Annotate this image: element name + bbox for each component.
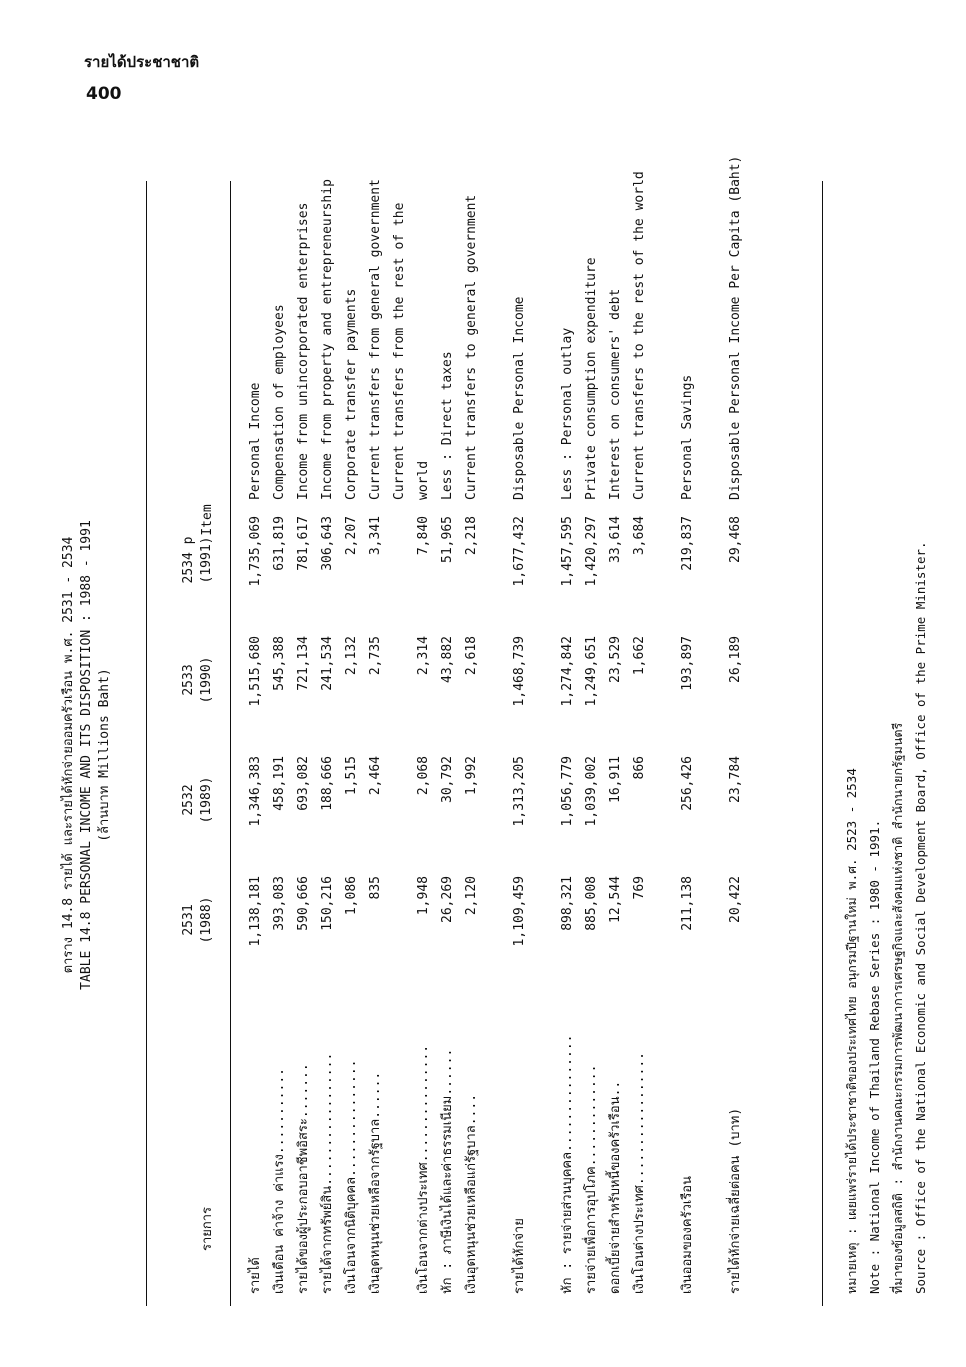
column-header-thai-item: รายการ <box>200 1206 215 1252</box>
table-row <box>436 170 460 1330</box>
table-titles <box>60 430 114 1080</box>
row-label-english: Corporate transfer payments <box>344 288 359 500</box>
row-value-2534: 51,965 <box>440 516 455 563</box>
row-value-2533: 26,189 <box>728 636 743 683</box>
row-value-2532: 30,792 <box>440 756 455 803</box>
row-value-2534: 781,617 <box>296 516 311 571</box>
row-value-2533: 241,534 <box>320 636 335 691</box>
row-value-2533: 1,468,739 <box>512 636 527 707</box>
row-value-2531: 2,120 <box>464 876 479 916</box>
row-label-thai: หัก : รายจ่ายส่วนบุคคล............... <box>560 1034 575 1294</box>
table-row <box>292 170 316 1330</box>
table-row <box>412 170 436 1330</box>
row-label-thai: หัก : ภาษีเงินได้และค่าธรรมเนียม...... <box>440 1048 455 1294</box>
row-label-thai: รายจ่ายเพื่อการอุปโภค............. <box>584 1064 599 1294</box>
column-year-thai: 2532 <box>181 784 196 816</box>
row-value-2532: 2,068 <box>416 756 431 796</box>
row-value-2532: 866 <box>632 756 647 780</box>
row-value-2533: 193,897 <box>680 636 695 691</box>
row-value-2533: 721,134 <box>296 636 311 691</box>
row-value-2532: 1,313,205 <box>512 756 527 827</box>
table-bottom-rule <box>822 181 823 1306</box>
row-value-2533: 2,735 <box>368 636 383 676</box>
row-value-2531: 1,138,181 <box>248 876 263 947</box>
row-value-2531: 20,422 <box>728 876 743 923</box>
row-value-2534: 1,457,595 <box>560 516 575 587</box>
table-notes <box>840 541 932 1294</box>
row-value-2531: 150,216 <box>320 876 335 931</box>
row-value-2534: 7,840 <box>416 516 431 556</box>
row-label-thai: รายได้จากทรัพย์สิน................. <box>320 1052 335 1294</box>
source-thai: ที่มาของข้อมูลสถิติ : สำนักงานคณะกรรมการพัฒนาการเศรษฐกิจและสังคมแห่งชาติ สำนักนายกรัฐมนตรี <box>890 722 905 1294</box>
row-label-english: Private consumption expenditure <box>584 257 599 500</box>
table-row <box>724 155 748 1330</box>
column-year-thai: 2531 <box>181 904 196 936</box>
row-value-2533: 1,662 <box>632 636 647 676</box>
row-label-english: Current transfers to the rest of the world <box>632 171 647 500</box>
table-title-english: TABLE 14.8 PERSONAL INCOME AND ITS DISPOSITION : 1988 - 1991 <box>79 520 94 990</box>
column-year-english: (1990) <box>199 656 214 704</box>
row-label-thai: รายได้หักจ่ายเฉลี่ยต่อคน (บาท) <box>728 1107 743 1294</box>
row-label-thai: ดอกเบี้ยจ่ายสำหรับหนี้ของครัวเรือน.. <box>608 1080 623 1294</box>
row-label-english: Current transfers from general government <box>368 179 383 500</box>
row-label-english: Current transfers from the rest of the <box>392 202 407 500</box>
table-row <box>388 170 412 1330</box>
row-value-2532: 188,666 <box>320 756 335 811</box>
row-value-2533: 1,515,680 <box>248 636 263 707</box>
row-value-2532: 693,082 <box>296 756 311 811</box>
row-value-2531: 211,138 <box>680 876 695 931</box>
column-header-2532 <box>180 756 216 844</box>
row-value-2531: 393,083 <box>272 876 287 931</box>
table-row <box>316 170 340 1330</box>
row-value-2534: 3,341 <box>368 516 383 556</box>
row-value-2532: 256,426 <box>680 756 695 811</box>
table-row <box>244 170 268 1330</box>
row-value-2532: 1,056,779 <box>560 756 575 827</box>
table-row <box>700 170 724 1330</box>
column-header-2533 <box>180 636 216 724</box>
table-header-rule <box>230 181 231 1306</box>
row-value-2531: 1,086 <box>344 876 359 916</box>
table-row <box>508 170 532 1330</box>
row-value-2531: 590,666 <box>296 876 311 931</box>
row-value-2531: 898,321 <box>560 876 575 931</box>
column-year-english: (1988) <box>199 896 214 944</box>
row-value-2534: 29,468 <box>728 516 743 563</box>
column-year-english: (1991) <box>199 536 214 584</box>
column-year-thai: 2533 <box>181 664 196 696</box>
row-value-2531: 769 <box>632 876 647 900</box>
row-label-english: Less : Direct taxes <box>440 351 455 500</box>
table-row <box>340 170 364 1330</box>
row-value-2531: 1,948 <box>416 876 431 916</box>
row-value-2534: 33,614 <box>608 516 623 563</box>
row-value-2534: 1,420,297 <box>584 516 599 587</box>
row-value-2532: 458,191 <box>272 756 287 811</box>
row-value-2534: 3,684 <box>632 516 647 556</box>
row-value-2532: 1,515 <box>344 756 359 796</box>
row-label-english: Personal Savings <box>680 374 695 500</box>
row-label-english: Compensation of employees <box>272 304 287 500</box>
row-value-2531: 835 <box>368 876 383 900</box>
rotated-statistics-table <box>60 155 928 1330</box>
table-row <box>580 170 604 1330</box>
row-label-thai: รายได้หักจ่าย <box>512 1218 527 1294</box>
row-label-thai: เงินโอนต่างประเทศ................. <box>632 1052 647 1294</box>
row-label-english: Interest on consumers' debt <box>608 288 623 500</box>
row-value-2531: 1,109,459 <box>512 876 527 947</box>
row-label-english: Personal Income <box>248 382 263 500</box>
column-year-thai: 2534 p <box>181 536 196 584</box>
row-value-2532: 1,346,383 <box>248 756 263 827</box>
table-row <box>604 170 628 1330</box>
row-value-2533: 23,529 <box>608 636 623 683</box>
row-label-english: Disposable Personal Income Per Capita (Baht) <box>728 155 743 500</box>
row-label-thai: เงินอุดหนุนช่วยเหลือจากรัฐบาล...... <box>368 1071 383 1294</box>
row-value-2534: 2,218 <box>464 516 479 556</box>
row-value-2532: 1,039,002 <box>584 756 599 827</box>
row-value-2533: 1,274,842 <box>560 636 575 707</box>
row-value-2533: 545,388 <box>272 636 287 691</box>
row-label-english: Disposable Personal Income <box>512 296 527 500</box>
table-row <box>556 170 580 1330</box>
row-label-thai: เงินอุดหนุนช่วยเหลือแก่รัฐบาล.... <box>464 1093 479 1294</box>
row-value-2531: 26,269 <box>440 876 455 923</box>
row-label-english: Income from property and entrepreneurship <box>320 179 335 500</box>
row-value-2534: 631,819 <box>272 516 287 571</box>
row-value-2534: 1,735,069 <box>248 516 263 587</box>
table-row <box>460 170 484 1330</box>
row-value-2534: 306,643 <box>320 516 335 571</box>
table-row <box>532 170 556 1330</box>
row-value-2533: 1,249,651 <box>584 636 599 707</box>
table-row <box>676 170 700 1330</box>
table-row <box>652 170 676 1330</box>
row-label-english: world <box>416 460 431 500</box>
row-value-2534: 2,207 <box>344 516 359 556</box>
source-english: Source : Office of the National Economic and Social Development Board, Office of the Prime Minister. <box>913 541 928 1294</box>
row-value-2532: 16,911 <box>608 756 623 803</box>
table-top-rule <box>146 181 147 1306</box>
note-english: Note : National Income of Thailand Rebase Series : 1980 - 1991. <box>867 819 882 1294</box>
table-row <box>364 170 388 1330</box>
row-value-2532: 1,992 <box>464 756 479 796</box>
row-label-thai: เงินโอนจากต่างประเทศ............... <box>416 1044 431 1294</box>
row-label-thai: เงินโอนจากนิติบุคคล............... <box>344 1059 359 1294</box>
column-year-english: (1989) <box>199 776 214 824</box>
row-value-2532: 23,784 <box>728 756 743 803</box>
row-label-thai: เงินเดือน ค่าจ้าง ค่าแรง........... <box>272 1068 287 1294</box>
table-row <box>628 170 652 1330</box>
row-value-2534: 219,837 <box>680 516 695 571</box>
table-row <box>484 170 508 1330</box>
book-section-title: รายได้ประชาชาติ <box>84 53 200 71</box>
row-value-2533: 2,132 <box>344 636 359 676</box>
row-value-2532: 2,464 <box>368 756 383 796</box>
row-value-2533: 2,314 <box>416 636 431 676</box>
row-label-thai: รายได้ของผู้ประกอบอาชีพอิสระ....... <box>296 1063 311 1294</box>
column-header-item: Item <box>200 504 215 536</box>
row-value-2533: 2,618 <box>464 636 479 676</box>
row-value-2533: 43,882 <box>440 636 455 683</box>
row-label-english: Less : Personal outlay <box>560 327 575 500</box>
row-label-english: Current transfers to general government <box>464 194 479 500</box>
row-label-thai: รายได้ <box>248 1257 263 1294</box>
row-value-2531: 12,544 <box>608 876 623 923</box>
column-header-2531 <box>180 876 216 964</box>
table-unit: (ล้านบาท Millions Baht) <box>97 668 112 842</box>
note-thai: หมายเหตุ : เผยแพร่รายได้ประชาชาติของประเทศไทย อนุกรมปีฐานใหม่ พ.ศ. 2523 - 2534 <box>844 768 859 1294</box>
table-title-thai: ตาราง 14.8 รายได้ และรายได้หักจ่ายออมครัวเรือน พ.ศ. 2531 - 2534 <box>61 536 76 974</box>
row-value-2534: 1,677,432 <box>512 516 527 587</box>
page-number: 400 <box>86 84 122 104</box>
row-label-thai: เงินออมของครัวเรือน <box>680 1175 695 1294</box>
row-value-2531: 885,008 <box>584 876 599 931</box>
table-row <box>268 170 292 1330</box>
row-label-english: Income from unincorporated enterprises <box>296 202 311 500</box>
